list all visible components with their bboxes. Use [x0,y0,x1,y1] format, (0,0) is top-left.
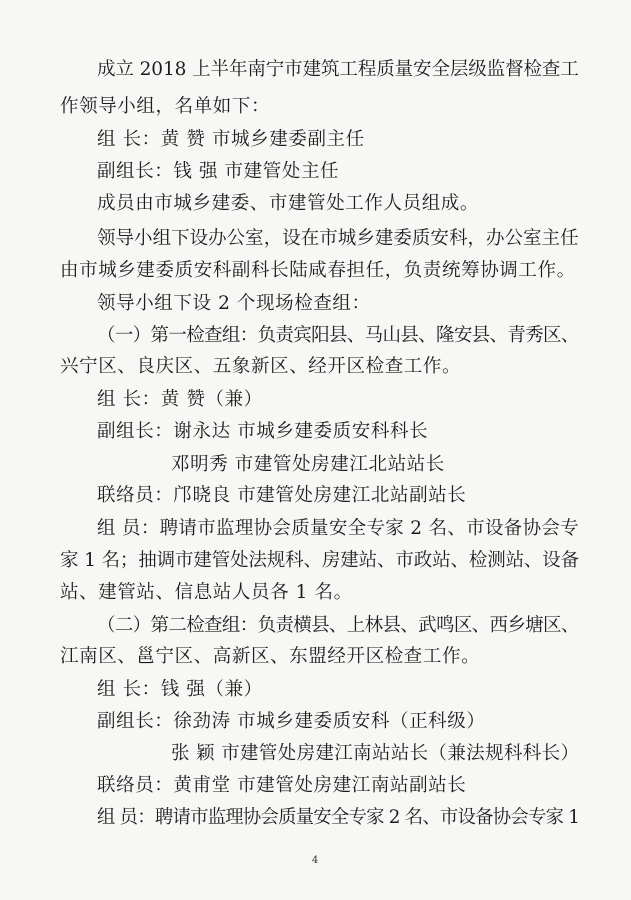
page-number: 4 [311,855,319,866]
text-line-7: 由市城乡建委质安科副科长陆咸春担任，负责统筹协调工作。 [60,260,576,281]
text-line-19: 江南区、邕宁区、高新区、东盟经开区检查工作。 [60,646,481,667]
text-line-22: 张 颖 市建管处房建江南站站长（兼法规科科长） [171,743,580,764]
text-line-8: 领导小组下设 2 个现场检查组： [97,293,371,314]
text-line-21: 副组长：徐劲涛 市城乡建委质安科（正科级） [97,711,486,732]
text-line-23: 联络员：黄甫堂 市建管处房建江南站副站长 [97,775,467,796]
text-line-5: 成员由市城乡建委、市建管处工作人员组成。 [97,193,480,214]
text-line-18: （二）第二检查组：负责横县、上林县、武鸣区、西乡塘区、 [97,615,579,636]
text-line-17: 站、建管站、信息站人员各 1 名。 [60,582,353,603]
text-line-9: （一）第一检查组：负责宾阳县、马山县、隆安县、青秀区、 [97,325,579,346]
text-line-14: 联络员：邝晓良 市建管处房建江北站副站长 [97,485,467,506]
text-line-15: 组 员：聘请市监理协会质量安全专家 2 名、市设备协会专 [97,518,579,539]
text-line-1: 成立 2018 上半年南宁市建筑工程质量安全层级监督检查工 [97,59,579,80]
text-line-10: 兴宁区、良庆区、五象新区、经开区检查工作。 [60,356,462,377]
text-line-24: 组 员：聘请市监理协会质量安全专家 2 名、市设备协会专家 1 [97,807,580,828]
text-line-12: 副组长：谢永达 市城乡建委质安科科长 [97,421,429,442]
text-line-2: 作领导小组，名单如下： [60,96,271,117]
text-line-6: 领导小组下设办公室，设在市城乡建委质安科，办公室主任 [97,228,579,249]
text-line-13: 邓明秀 市建管处房建江北站站长 [171,454,445,475]
text-line-16: 家 1 名；抽调市建管处法规科、房建站、市政站、检测站、设备 [60,550,580,571]
text-line-20: 组 长：钱 强（兼） [97,679,263,700]
text-line-11: 组 长：黄 赞（兼） [97,389,263,410]
text-line-3: 组 长：黄 赞 市城乡建委副主任 [97,129,365,150]
text-line-4: 副组长：钱 强 市建管处主任 [97,161,340,182]
